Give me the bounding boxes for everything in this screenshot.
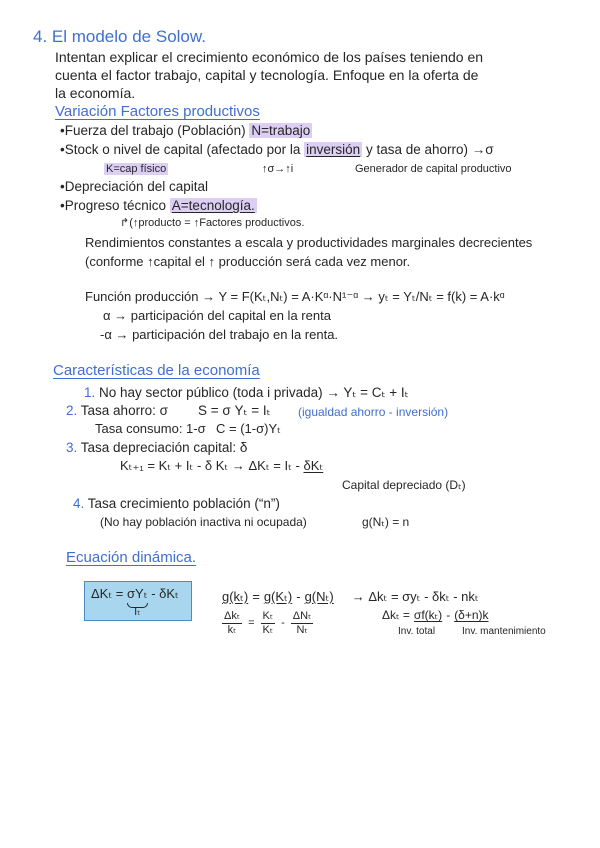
highlight-n-trabajo: N=trabajo xyxy=(251,123,311,138)
fraction-numerator: Kₜ xyxy=(262,610,274,622)
item-tasa-ahorro xyxy=(66,402,168,420)
intro-line-2: cuenta el factor trabajo, capital y tecnología. Enfoque en la oferta de xyxy=(55,67,479,83)
eq-acumulacion-main: Kₜ₊₁ = Kₜ + Iₜ - δ Kₜ → ΔKₜ = Iₜ - xyxy=(120,458,300,473)
box-rhs: - δKₜ xyxy=(151,586,179,601)
eq-crecimiento-n: g(Nₜ) = n xyxy=(362,515,410,529)
fraction xyxy=(291,610,314,637)
note-generador-capital: Generador de capital productivo xyxy=(355,163,512,175)
per-worker-lhs: Δkₜ = xyxy=(382,608,410,622)
box-mid: σYₜ xyxy=(127,586,148,601)
note-igualdad: (igualdad ahorro - inversión) xyxy=(298,405,449,419)
equation-box-content xyxy=(91,586,179,618)
section-heading-factores: Variación Factores productivos xyxy=(55,103,260,120)
fraction xyxy=(261,610,276,637)
fraction-denominator: Kₜ xyxy=(262,624,274,636)
section-heading-caracteristicas: Características de la economía xyxy=(53,362,260,379)
eq-depreciacion-term: δKₜ xyxy=(303,458,324,473)
bullet-stock-text-end: y tasa de ahorro) →σ xyxy=(365,142,494,157)
item-number: 3. xyxy=(66,440,78,455)
bullet-stock-text: •Stock o nivel de capital (afectado por la xyxy=(60,142,301,157)
eq-per-worker xyxy=(382,606,493,624)
text-poblacion: (No hay población inactiva ni ocupada) xyxy=(100,515,307,529)
section-heading-ecuacion: Ecuación dinámica. xyxy=(66,549,197,566)
item-tasa-depreciacion xyxy=(66,439,247,457)
label-capital-depreciado: Capital depreciado (Dₜ) xyxy=(342,478,466,492)
item-number: 1. xyxy=(84,385,96,400)
fraction-numerator: Δkₜ xyxy=(224,610,241,622)
underbrace-label: Iₜ xyxy=(134,606,141,618)
intro-line-3: la economía. xyxy=(55,85,136,101)
item-sector-publico xyxy=(84,384,409,402)
eq-ahorro: S = σ Yₜ = Iₜ xyxy=(198,403,271,418)
per-worker-inv-mant: (δ+n)k xyxy=(454,608,489,622)
growth-k-per-worker: g(kₜ) xyxy=(222,589,249,604)
fraction-op: = xyxy=(248,617,255,629)
box-lhs: ΔKₜ = xyxy=(91,586,124,601)
intro-line-1: Intentan explicar el crecimiento económico de los países teniendo en xyxy=(55,49,484,65)
highlight-k-cap-fisico: K=cap físico xyxy=(106,163,167,175)
alpha-trabajo: -α → participación del trabajo en la renta. xyxy=(100,327,339,342)
page-title: 4. El modelo de Solow. xyxy=(33,27,206,46)
equation-box xyxy=(84,581,192,621)
item-crecimiento-poblacion xyxy=(73,495,280,513)
text-conforme: (conforme ↑capital el ↑ producción será cada vez menor. xyxy=(85,254,411,269)
alpha-capital: α → participación del capital en la renta xyxy=(103,308,331,323)
item-number: 4. xyxy=(73,496,85,511)
growth-op: = xyxy=(252,589,260,604)
per-worker-op: - xyxy=(446,608,451,622)
highlight-inversion: inversión xyxy=(306,142,361,157)
item-text: Tasa crecimiento población (“n”) xyxy=(87,496,280,511)
bullet-fuerza-text: •Fuerza del trabajo (Población) xyxy=(60,123,246,138)
note-ahorro-inversion: ↑σ→↑i xyxy=(262,163,294,175)
per-worker-inv-total: σf(kₜ) xyxy=(413,608,443,622)
eq-consumo: C = (1-σ)Yₜ xyxy=(216,421,281,436)
bullet-progreso-text: •Progreso técnico xyxy=(60,198,167,213)
funcion-produccion: Función producción → Y = F(Kₜ,Nₜ) = A·Kᵅ·N¹⁻ᵅ → yₜ = Yₜ/Nₜ = f(k) = A·kᵅ xyxy=(85,289,505,304)
eq-growth-rates xyxy=(222,588,483,606)
highlight-a-tecnologia: A=tecnología. xyxy=(171,198,255,213)
growth-result: → Δkₜ = σyₜ - δkₜ - nkₜ xyxy=(351,589,479,604)
text-tasa-consumo: Tasa consumo: 1-σ xyxy=(95,421,206,436)
label-inv-total: Inv. total xyxy=(398,626,436,637)
fraction-op: - xyxy=(281,617,285,629)
note-producto: ↱(↑producto = ↑Factores productivos. xyxy=(120,217,305,229)
box-investment-term xyxy=(127,586,148,618)
fraction xyxy=(222,610,242,637)
item-text: Tasa ahorro: σ xyxy=(80,403,168,418)
note-k-capital xyxy=(104,162,168,176)
growth-k: g(Kₜ) xyxy=(263,589,293,604)
fraction-denominator: kₜ xyxy=(227,624,237,636)
eq-fractions xyxy=(222,610,313,637)
item-number: 2. xyxy=(66,403,78,418)
bullet-progreso-tecnico xyxy=(60,197,257,215)
label-inv-mantenimiento: Inv. mantenimiento xyxy=(462,626,546,637)
text-rendimientos: Rendimientos constantes a escala y productividades marginales decrecientes xyxy=(85,235,533,250)
growth-n: g(Nₜ) xyxy=(304,589,334,604)
item-text: No hay sector público (toda i privada) → Yₜ = Cₜ + Iₜ xyxy=(99,385,409,400)
fraction-denominator: Nₜ xyxy=(296,624,308,636)
eq-acumulacion-capital xyxy=(120,457,323,475)
bullet-depreciacion: •Depreciación del capital xyxy=(60,179,209,194)
bullet-stock-capital xyxy=(60,141,494,159)
bullet-fuerza-trabajo xyxy=(60,122,312,140)
item-text: Tasa depreciación capital: δ xyxy=(80,440,248,455)
fraction-numerator: ΔNₜ xyxy=(292,610,312,622)
growth-op: - xyxy=(296,589,301,604)
